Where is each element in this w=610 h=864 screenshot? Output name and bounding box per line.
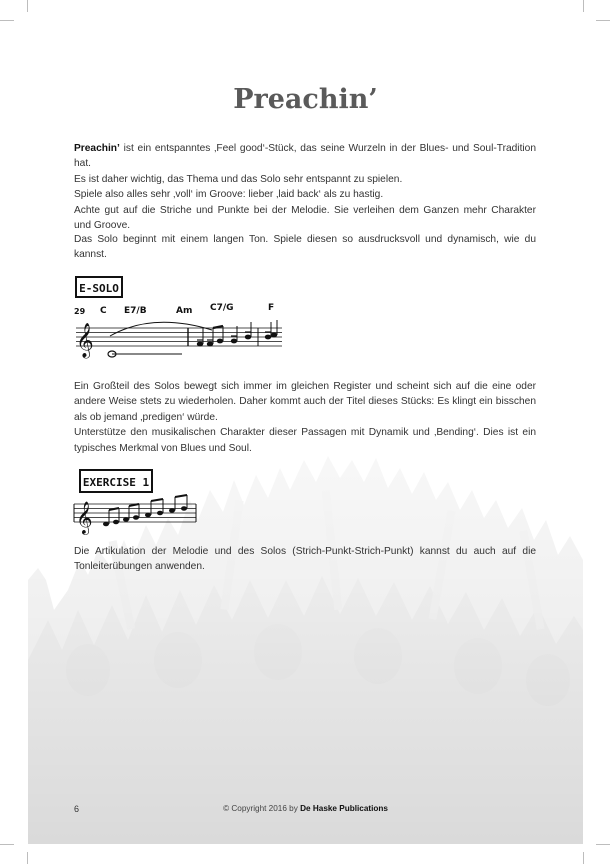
crop-mark [0, 20, 14, 21]
crop-mark [583, 852, 584, 864]
intro-line: Spiele also alles sehr ‚voll‘ im Groove: lieber ‚laid back‘ als zu hastig. [74, 189, 384, 201]
crop-mark [596, 844, 610, 845]
solo-line: Das Solo beginnt mit einem langen Ton. Spiele diesen so ausdrucksvoll und dynamisch, wie du [74, 234, 536, 245]
treble-clef-icon: 𝄞 [76, 323, 94, 358]
crop-mark [583, 0, 584, 12]
chord-symbol: F [268, 303, 275, 313]
chord-symbol: Am [176, 306, 193, 316]
page [28, 20, 583, 844]
crop-mark [596, 20, 610, 21]
intro-lead: Preachin’ [74, 143, 120, 154]
crop-mark [27, 852, 28, 864]
copyright-notice [28, 804, 583, 813]
measure-number: 29 [74, 307, 86, 316]
intro-paragraph [74, 141, 536, 233]
articulation-line: Tonleiterübungen anwenden. [74, 561, 205, 573]
register-line: andere Weise stets zu wiederholen. Daher kommt auch der Titel dieses Stücks: Es klingt ein bisschen [74, 396, 536, 408]
register-line: als ob jemand ‚predigen‘ würde. [74, 411, 218, 423]
intro-line [74, 141, 536, 172]
solo-line: kannst. [74, 249, 107, 261]
page-number: 6 [74, 804, 80, 814]
chord-symbol: C7/G [210, 303, 234, 313]
chord-symbol: E7/B [124, 306, 147, 316]
copyright-prefix: © Copyright 2016 by [223, 804, 301, 813]
exercise-notation [72, 466, 202, 536]
crop-mark [0, 844, 14, 845]
articulation-line: Die Artikulation der Melodie und des Solos (Strich-Punkt-Strich-Punkt) kannst du auch auf die [74, 546, 536, 557]
exercise-box-label: EXERCISE 1 [82, 476, 150, 489]
slur [110, 322, 212, 336]
articulation-paragraph [74, 544, 536, 575]
crop-mark [27, 0, 28, 12]
chord-symbol: C [100, 306, 107, 316]
register-line: Ein Großteil des Solos bewegt sich immer im gleichen Register und scheint sich auf die eine oder [74, 381, 536, 392]
solo-paragraph [74, 232, 536, 263]
solo-box-label: E-SOLO [79, 282, 119, 295]
treble-clef-icon: 𝄞 [76, 501, 93, 534]
intro-line: Es ist daher wichtig, das Thema und das Solo sehr entspannt zu spielen. [74, 173, 403, 185]
intro-line: und Groove. [74, 220, 131, 232]
solo-notation [72, 274, 286, 364]
register-paragraph [74, 379, 536, 456]
intro-line: Achte gut auf die Striche und Punkte bei der Melodie. Sie verleihen dem Ganzen mehr Charakter [74, 204, 536, 216]
publisher-name: De Haske Publications [300, 804, 388, 813]
page-title: Preachin’ [233, 84, 378, 115]
intro-line-text: ist ein entspanntes ‚Feel good‘-Stück, das seine Wurzeln in der Blues- und Soul-Tradition hat. [74, 143, 536, 170]
register-line: Unterstütze den musikalischen Charakter dieser Passagen mit Dynamik und ‚Bending‘. Dies ist ein [74, 427, 536, 439]
register-line: typisches Merkmal von Blues und Soul. [74, 442, 252, 454]
